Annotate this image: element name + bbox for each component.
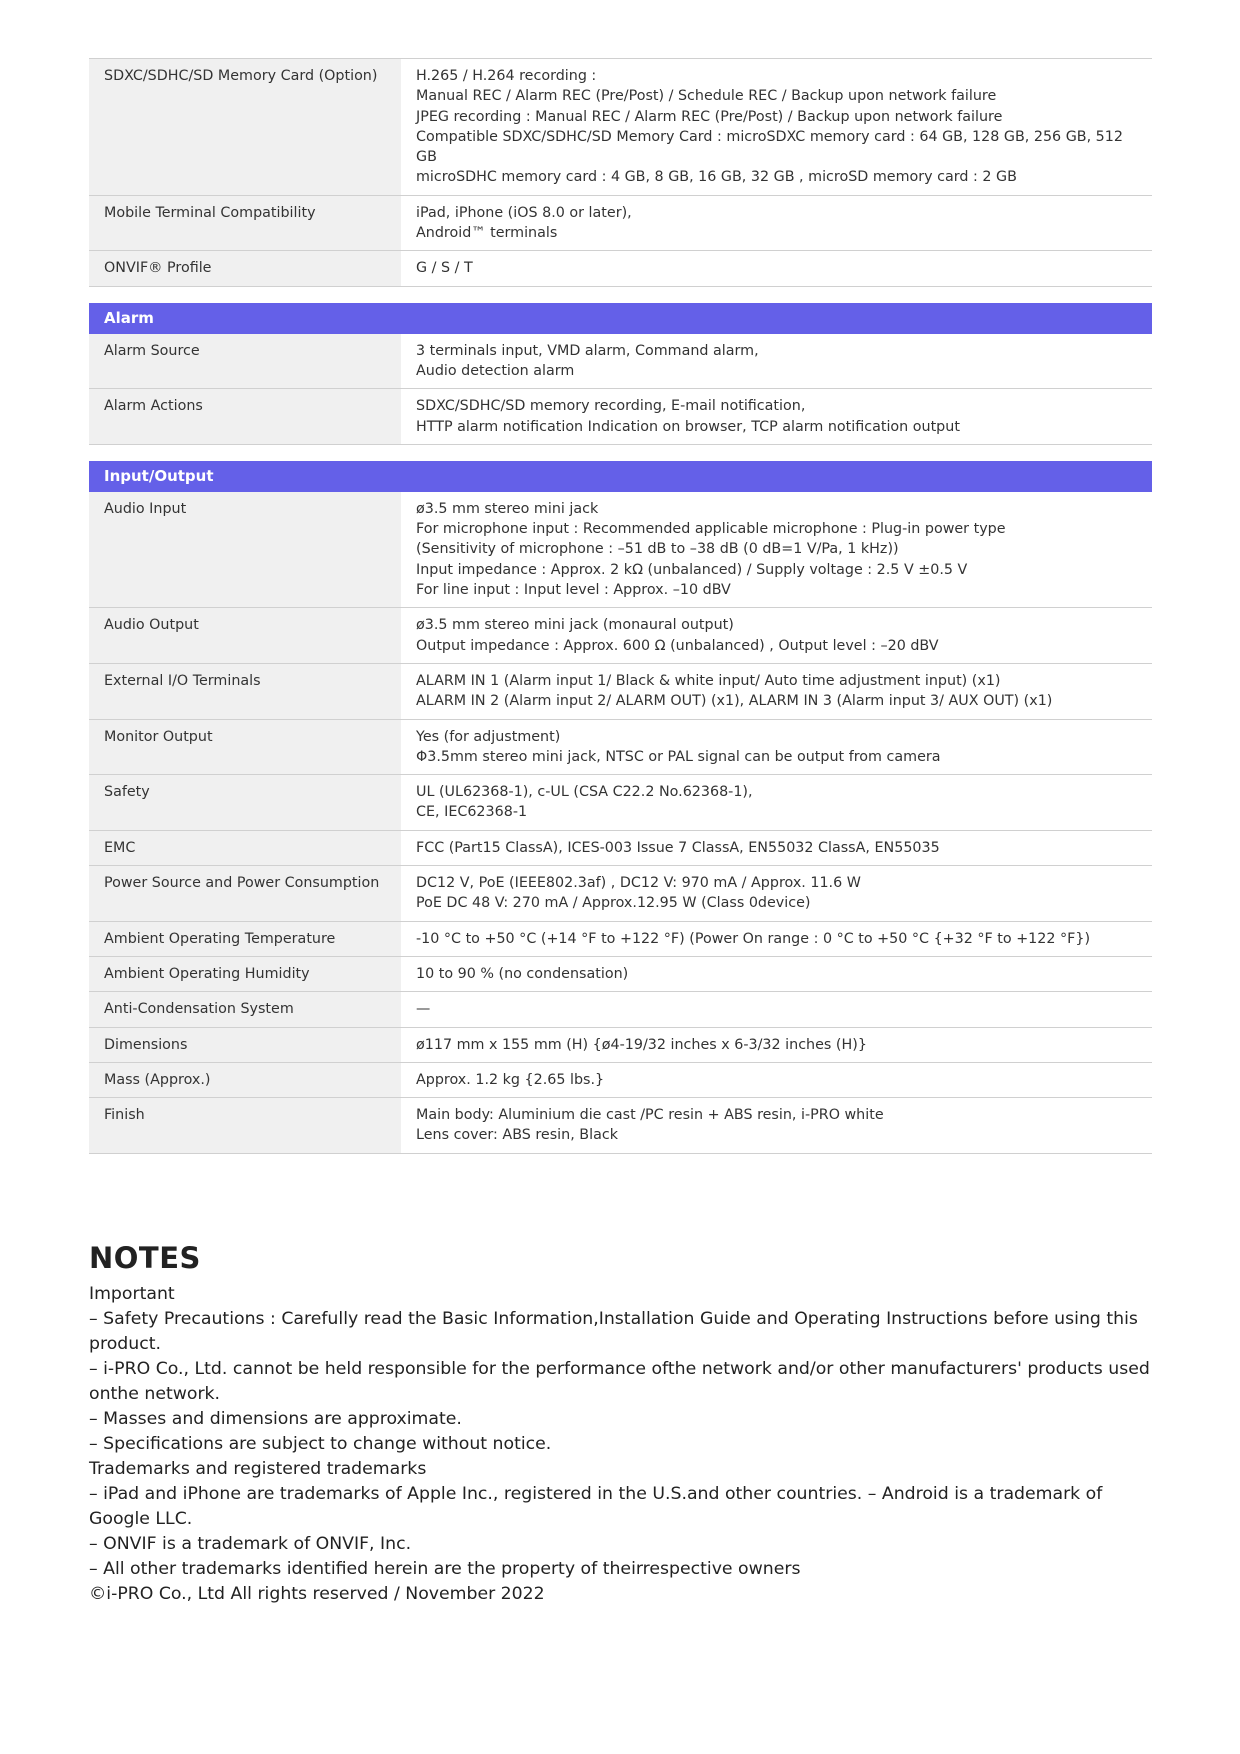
- spec-value: —: [401, 992, 1152, 1027]
- spec-label: Ambient Operating Temperature: [89, 921, 401, 956]
- spec-row: [89, 1098, 1152, 1154]
- spec-row: [89, 1027, 1152, 1062]
- spec-value: -10 °C to +50 °C (+14 °F to +122 °F) (Power On range : 0 °C to +50 °C {+32 °F to +122 °F}): [401, 921, 1152, 956]
- spec-row: [89, 1062, 1152, 1097]
- notes-line: – All other trademarks identified herein are the property of theirrespective owners: [89, 1559, 801, 1579]
- notes-line: Trademarks and registered trademarks: [89, 1459, 427, 1479]
- spec-label: Power Source and Power Consumption: [89, 866, 401, 922]
- spec-label: Alarm Actions: [89, 389, 401, 445]
- spec-label: Monitor Output: [89, 719, 401, 775]
- spec-label: Audio Input: [89, 492, 401, 608]
- spec-value: Yes (for adjustment) Φ3.5mm stereo mini jack, NTSC or PAL signal can be output from camera: [401, 719, 1152, 775]
- alarm-section-header: Alarm: [89, 303, 1152, 334]
- input-output-spec-table: [89, 492, 1152, 1154]
- spec-value: FCC (Part15 ClassA), ICES-003 Issue 7 ClassA, EN55032 ClassA, EN55035: [401, 830, 1152, 865]
- spec-row: [89, 830, 1152, 865]
- spec-label: EMC: [89, 830, 401, 865]
- notes-line: – ONVIF is a trademark of ONVIF, Inc.: [89, 1534, 412, 1554]
- spec-value: DC12 V, PoE (IEEE802.3af) , DC12 V: 970 mA / Approx. 11.6 W PoE DC 48 V: 270 mA / Approx.12.95 W (Class 0device): [401, 866, 1152, 922]
- notes-section: [89, 1238, 1159, 1607]
- notes-line: – Masses and dimensions are approximate.: [89, 1409, 462, 1429]
- spec-label: Mass (Approx.): [89, 1062, 401, 1097]
- notes-line: – Safety Precautions : Carefully read the Basic Information,Installation Guide and Operating Instructions before using this product.: [89, 1309, 1138, 1354]
- spec-label: Audio Output: [89, 608, 401, 664]
- spec-row: [89, 866, 1152, 922]
- spec-row: [89, 921, 1152, 956]
- spec-label: Ambient Operating Humidity: [89, 956, 401, 991]
- spec-row: [89, 59, 1152, 196]
- alarm-spec-table: [89, 334, 1152, 445]
- notes-line: ©i-PRO Co., Ltd All rights reserved / November 2022: [89, 1584, 545, 1604]
- notes-lines: [89, 1282, 1159, 1607]
- spec-row: [89, 389, 1152, 445]
- spec-value: Approx. 1.2 kg {2.65 lbs.}: [401, 1062, 1152, 1097]
- notes-title: NOTES: [89, 1241, 201, 1275]
- spec-area: [89, 58, 1152, 1154]
- spec-label: Alarm Source: [89, 334, 401, 389]
- spec-value: ALARM IN 1 (Alarm input 1/ Black & white input/ Auto time adjustment input) (x1) ALARM IN 2 (Alarm input 2/ ALARM OUT) (x1), ALARM IN 3 (Alarm input 3/ AUX OUT) (x1): [401, 663, 1152, 719]
- notes-line: – iPad and iPhone are trademarks of Apple Inc., registered in the U.S.and other countries. – Android is a trademark of Google LLC.: [89, 1484, 1103, 1529]
- spec-label: Mobile Terminal Compatibility: [89, 195, 401, 251]
- spec-row: [89, 334, 1152, 389]
- spec-value: 10 to 90 % (no condensation): [401, 956, 1152, 991]
- input-output-section-header: Input/Output: [89, 461, 1152, 492]
- spec-row: [89, 492, 1152, 608]
- spec-row: [89, 663, 1152, 719]
- spec-row: [89, 992, 1152, 1027]
- notes-line: Important: [89, 1284, 175, 1304]
- spec-value: ø3.5 mm stereo mini jack For microphone input : Recommended applicable microphone : Plug-in power type (Sensitivity of microphone : –51 dB to –38 dB (0 dB=1 V/Pa, 1 kHz)) Input impedance : Approx. 2 kΩ (unbalanced) / Supply voltage : 2.5 V ±0.5 V For line input : Input level : Approx. –10 dBV: [401, 492, 1152, 608]
- spec-row: [89, 251, 1152, 286]
- spec-label: Finish: [89, 1098, 401, 1154]
- spec-row: [89, 608, 1152, 664]
- spec-label: ONVIF® Profile: [89, 251, 401, 286]
- spec-label: Dimensions: [89, 1027, 401, 1062]
- spec-value: iPad, iPhone (iOS 8.0 or later), Android™ terminals: [401, 195, 1152, 251]
- spec-label: External I/O Terminals: [89, 663, 401, 719]
- spec-value: SDXC/SDHC/SD memory recording, E-mail notification, HTTP alarm notification Indication on browser, TCP alarm notification output: [401, 389, 1152, 445]
- spec-row: [89, 775, 1152, 831]
- notes-line: – Specifications are subject to change without notice.: [89, 1434, 552, 1454]
- spec-label: Safety: [89, 775, 401, 831]
- spec-row: [89, 956, 1152, 991]
- spec-value: G / S / T: [401, 251, 1152, 286]
- spec-label: Anti-Condensation System: [89, 992, 401, 1027]
- spec-row: [89, 195, 1152, 251]
- spec-value: Main body: Aluminium die cast /PC resin + ABS resin, i-PRO white Lens cover: ABS resin, Black: [401, 1098, 1152, 1154]
- storage-spec-table: [89, 58, 1152, 287]
- spec-value: ø117 mm x 155 mm (H) {ø4-19/32 inches x 6-3/32 inches (H)}: [401, 1027, 1152, 1062]
- spec-label: SDXC/SDHC/SD Memory Card (Option): [89, 59, 401, 196]
- spec-value: UL (UL62368-1), c-UL (CSA C22.2 No.62368-1), CE, IEC62368-1: [401, 775, 1152, 831]
- spec-value: 3 terminals input, VMD alarm, Command alarm, Audio detection alarm: [401, 334, 1152, 389]
- notes-line: – i-PRO Co., Ltd. cannot be held responsible for the performance ofthe network and/or other manufacturers' products used onthe network.: [89, 1359, 1150, 1404]
- spec-value: H.265 / H.264 recording : Manual REC / Alarm REC (Pre/Post) / Schedule REC / Backup upon network failure JPEG recording : Manual REC / Alarm REC (Pre/Post) / Backup upon network failure Compatible SDXC/SDHC/SD Memory Card : microSDXC memory card : 64 GB, 128 GB, 256 GB, 512 GB microSDHC memory card : 4 GB, 8 GB, 16 GB, 32 GB , microSD memory card : 2 GB: [401, 59, 1152, 196]
- spec-value: ø3.5 mm stereo mini jack (monaural output) Output impedance : Approx. 600 Ω (unbalanced) , Output level : –20 dBV: [401, 608, 1152, 664]
- spec-row: [89, 719, 1152, 775]
